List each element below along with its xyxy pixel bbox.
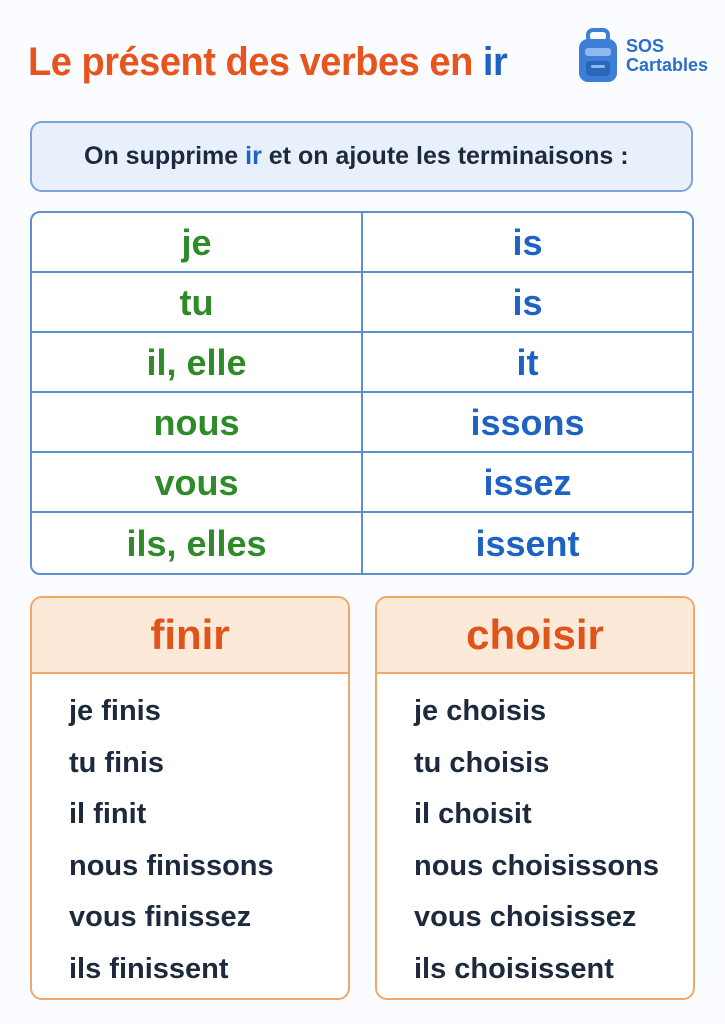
ending-cell: is (512, 282, 543, 323)
rule-before: On supprime (84, 142, 246, 170)
conjugation-item: je choisis (414, 695, 547, 728)
conjugation-list (377, 674, 693, 995)
ending-cell: issons (470, 402, 585, 443)
pronoun-cell: vous (32, 453, 363, 511)
conjugation-item: il choisit (414, 798, 532, 831)
ending-cell: issez (483, 462, 572, 503)
pronoun-cell: je (32, 213, 363, 271)
conjugation-item: ils finissent (69, 952, 229, 985)
ending-cell: issent (475, 523, 580, 564)
conjugation-item: vous choisissez (414, 901, 637, 934)
logo-line-2: Cartables (626, 55, 709, 75)
conjugation-item: il finit (69, 798, 147, 831)
conjugation-item: nous finissons (69, 849, 274, 882)
rule-highlight: ir (245, 142, 262, 170)
page-title (28, 40, 507, 85)
rule-after: et on ajoute les terminaisons : (261, 142, 629, 170)
title-main: Le présent des verbes en (28, 40, 483, 84)
conjugation-item: je finis (69, 695, 161, 728)
verb-card-finir (30, 596, 350, 1000)
verb-infinitive: choisir (377, 598, 693, 674)
conjugation-item: tu finis (69, 746, 165, 779)
endings-row (32, 213, 692, 273)
endings-row (32, 453, 692, 513)
rule-box (30, 121, 693, 192)
pronoun-cell: tu (32, 273, 363, 331)
endings-row (32, 273, 692, 333)
conjugation-list (32, 674, 348, 995)
pronoun-cell: ils, elles (32, 513, 363, 573)
verb-infinitive: finir (32, 598, 348, 674)
title-highlight: ir (482, 40, 508, 84)
pronoun-cell: il, elle (32, 333, 363, 391)
endings-row (32, 393, 692, 453)
backpack-icon (576, 28, 620, 84)
conjugation-item: ils choisissent (414, 952, 614, 985)
rule-text (84, 142, 629, 171)
logo (576, 28, 716, 84)
ending-cell: is (512, 222, 543, 263)
endings-row (32, 333, 692, 393)
conjugation-item: nous choisissons (414, 849, 659, 882)
logo-text (626, 37, 708, 75)
conjugation-item: tu choisis (414, 746, 550, 779)
conjugation-item: vous finissez (69, 901, 252, 934)
logo-line-1: SOS (626, 36, 665, 56)
pronoun-cell: nous (32, 393, 363, 451)
ending-cell: it (516, 342, 539, 383)
endings-row (32, 513, 692, 573)
verb-card-choisir (375, 596, 695, 1000)
endings-table (30, 211, 694, 575)
